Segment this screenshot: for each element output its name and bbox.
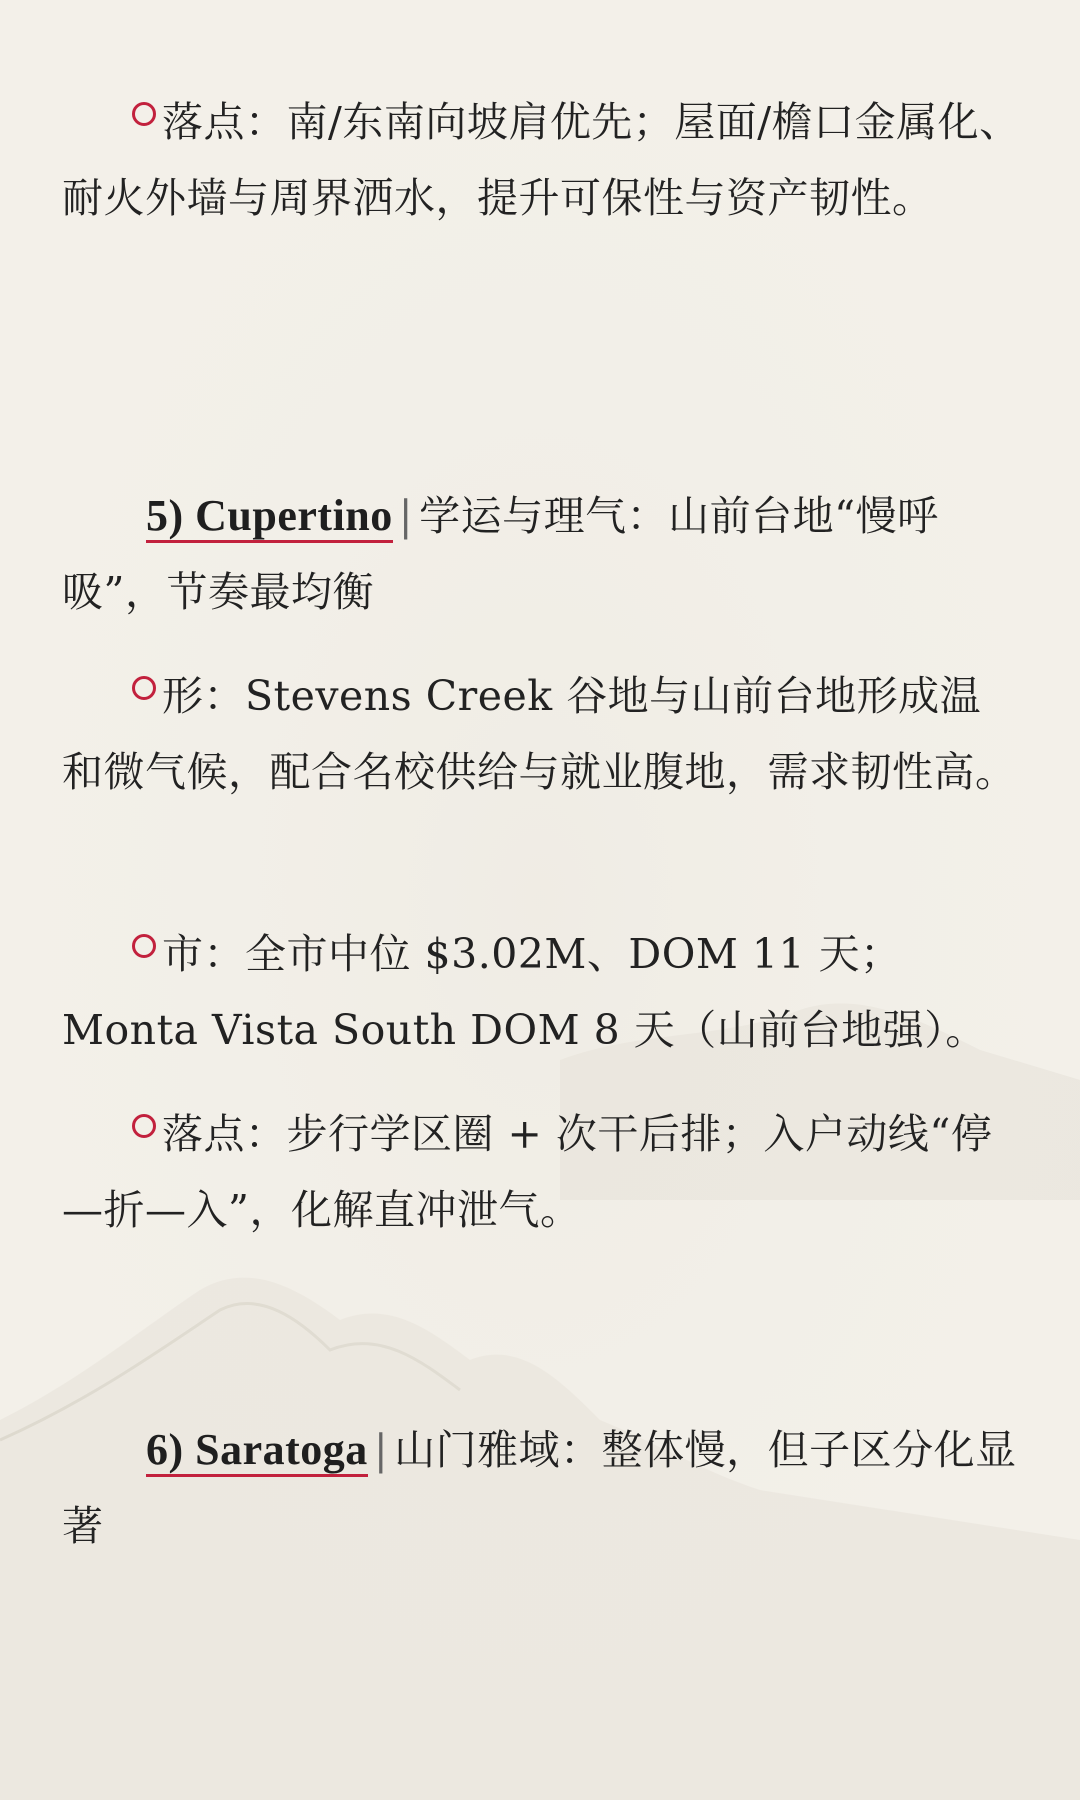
bullet-item xyxy=(62,1096,1022,1248)
heading-separator: | xyxy=(373,1426,389,1474)
bullet-circle-icon xyxy=(132,102,156,126)
section-heading xyxy=(62,1412,1022,1564)
bullet-circle-icon xyxy=(132,1114,156,1138)
bullet-text: 落点：步行学区圈 + 次干后排；入户动线“停—折—入”，化解直冲泄气。 xyxy=(62,1110,993,1234)
bullet-text: 落点：南/东南向坡肩优先；屋面/檐口金属化、耐火外墙与周界洒水，提升可保性与资产韧性。 xyxy=(62,98,1021,222)
bullet-circle-icon xyxy=(132,934,156,958)
bullet-item xyxy=(62,916,1022,1068)
bullet-item xyxy=(62,84,1022,236)
heading-text: 山门雅域：整体慢，但子区分化显著 xyxy=(62,1426,1017,1550)
bullet-text: 市：全市中位 $3.02M、DOM 11 天；Monta Vista South DOM 8 天（山前台地强）。 xyxy=(62,930,987,1054)
bullet-text: 形：Stevens Creek 谷地与山前台地形成温和微气候，配合名校供给与就业腹地，需求韧性高。 xyxy=(62,672,1017,796)
place-link[interactable]: 6) Saratoga xyxy=(146,1425,368,1477)
heading-separator: | xyxy=(398,492,414,540)
bullet-circle-icon xyxy=(132,676,156,700)
section-heading xyxy=(62,478,1022,630)
place-link[interactable]: 5) Cupertino xyxy=(146,491,393,543)
bullet-item xyxy=(62,658,1022,810)
heading-text: 学运与理气：山前台地“慢呼吸”，节奏最均衡 xyxy=(62,492,939,616)
